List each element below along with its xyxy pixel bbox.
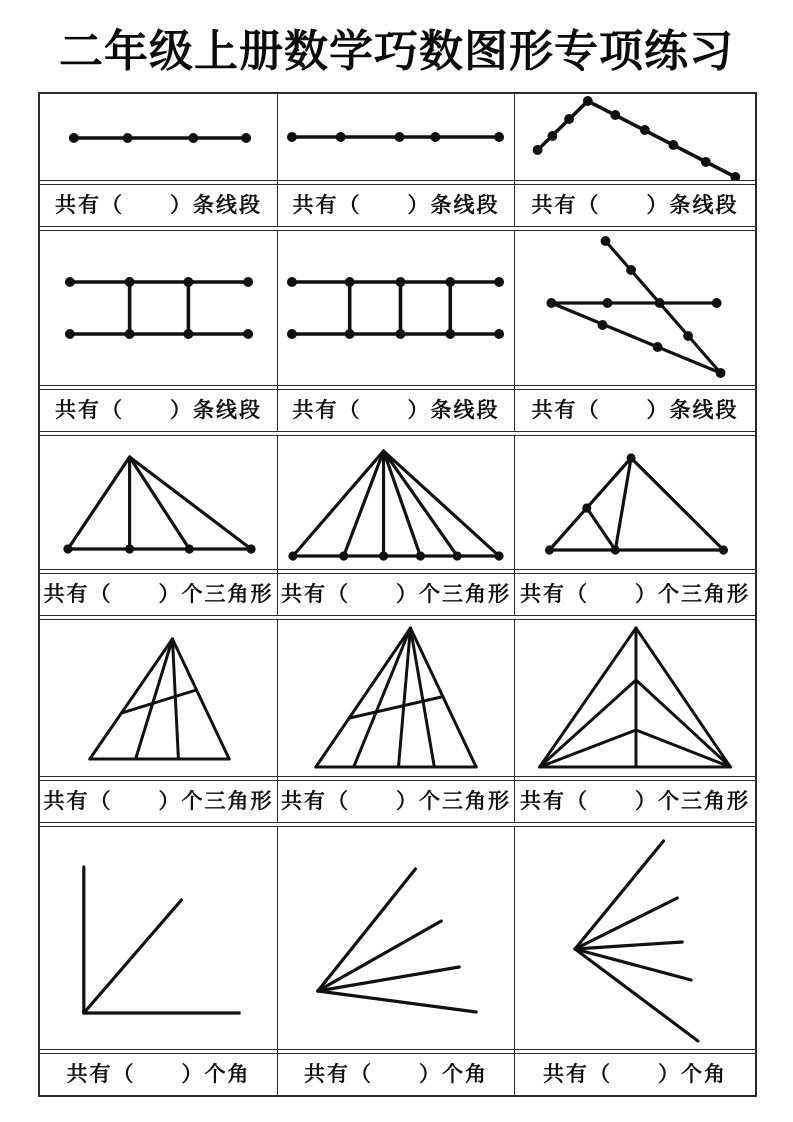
- caption-text: 共有（ ）条线段: [55, 193, 262, 217]
- caption-text: 共有（ ）个角: [543, 1062, 727, 1086]
- worksheet-cell: [40, 620, 278, 822]
- triangle-fan-figure: [278, 436, 514, 569]
- caption-text: 共有（ ）个三角形: [281, 789, 511, 813]
- worksheet-cell: [278, 827, 515, 1095]
- angle-rays-figure: [40, 827, 277, 1049]
- worksheet-cell: [40, 94, 278, 226]
- angle-rays-figure: [515, 827, 755, 1049]
- worksheet-cell: [515, 231, 755, 431]
- row-triangles-2: [40, 619, 755, 823]
- caption-text: 共有（ ）个三角形: [43, 789, 274, 813]
- ladder-figure: [40, 231, 277, 385]
- crossing-lines-figure: [515, 231, 755, 385]
- triangle-with-cevian-figure: [515, 436, 755, 569]
- caption-text: 共有（ ）条线段: [55, 398, 262, 422]
- answer-caption: [278, 780, 514, 822]
- worksheet-cell: [515, 827, 755, 1095]
- row-line-segments-1: [40, 94, 755, 227]
- caption-text: 共有（ ）条线段: [531, 398, 739, 422]
- figure-area: [278, 94, 514, 181]
- figure-area: [278, 620, 514, 777]
- caption-text: 共有（ ）条线段: [292, 193, 500, 217]
- answer-caption: [515, 780, 755, 822]
- line-segments-figure: [278, 94, 514, 180]
- page-title: 二年级上册数学巧数图形专项练习: [59, 27, 734, 76]
- row-angles: [40, 826, 755, 1095]
- figure-area: [515, 620, 755, 777]
- worksheet-cell: [278, 231, 515, 431]
- ladder-figure: [278, 231, 514, 385]
- row-triangles-1: [40, 435, 755, 616]
- figure-area: [515, 827, 755, 1050]
- caption-text: 共有（ ）个三角形: [520, 789, 750, 813]
- worksheet-cell: [40, 827, 278, 1095]
- figure-area: [278, 436, 514, 570]
- figure-area: [278, 827, 514, 1050]
- worksheet-table: [38, 92, 757, 1097]
- worksheet-cell: [40, 436, 278, 615]
- triangle-with-transversal-figure: [278, 620, 514, 776]
- caption-text: 共有（ ）个三角形: [281, 582, 511, 606]
- nested-triangle-figure: [515, 620, 755, 776]
- answer-caption: [40, 780, 277, 822]
- figure-area: [40, 436, 277, 570]
- row-line-segments-2: [40, 230, 755, 432]
- figure-area: [40, 620, 277, 777]
- answer-caption: [515, 1053, 755, 1095]
- caption-text: 共有（ ）条线段: [292, 398, 500, 422]
- figure-area: [40, 94, 277, 181]
- mountain-polyline-figure: [515, 94, 755, 180]
- caption-text: 共有（ ）个三角形: [520, 582, 750, 606]
- answer-caption: [515, 389, 755, 431]
- worksheet-cell: [515, 620, 755, 822]
- worksheet-cell: [278, 436, 515, 615]
- answer-caption: [40, 389, 277, 431]
- figure-area: [515, 94, 755, 181]
- worksheet-cell: [515, 436, 755, 615]
- answer-caption: [278, 1053, 514, 1095]
- answer-caption: [515, 184, 755, 226]
- triangle-with-transversal-figure: [40, 620, 277, 776]
- worksheet-cell: [40, 231, 278, 431]
- caption-text: 共有（ ）个角: [66, 1062, 251, 1086]
- caption-text: 共有（ ）个角: [304, 1062, 488, 1086]
- answer-caption: [278, 389, 514, 431]
- answer-caption: [40, 1053, 277, 1095]
- figure-area: [515, 436, 755, 570]
- answer-caption: [40, 573, 277, 615]
- figure-area: [40, 231, 277, 386]
- line-segments-figure: [40, 94, 277, 180]
- figure-area: [515, 231, 755, 386]
- answer-caption: [515, 573, 755, 615]
- figure-area: [40, 827, 277, 1050]
- figure-area: [278, 231, 514, 386]
- triangle-fan-figure: [40, 436, 277, 569]
- worksheet-cell: [515, 94, 755, 226]
- worksheet-cell: [278, 94, 515, 226]
- answer-caption: [278, 184, 514, 226]
- angle-rays-figure: [278, 827, 514, 1049]
- caption-text: 共有（ ）个三角形: [43, 582, 274, 606]
- worksheet-cell: [278, 620, 515, 822]
- answer-caption: [278, 573, 514, 615]
- answer-caption: [40, 184, 277, 226]
- caption-text: 共有（ ）条线段: [531, 193, 739, 217]
